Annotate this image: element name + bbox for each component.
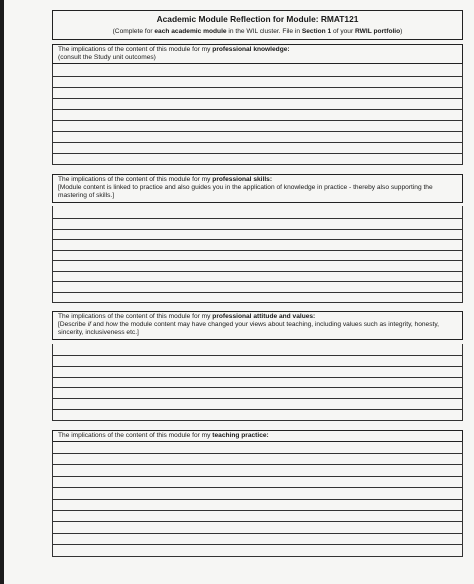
skills-area-border — [52, 206, 53, 302]
skills-writing-line[interactable] — [52, 271, 463, 272]
section-knowledge-heading: The implications of the content of this module for my professional knowledge: (consult the Study unit outcomes) — [52, 44, 463, 64]
teaching-writing-line[interactable] — [52, 544, 463, 545]
knowledge-writing-line[interactable] — [52, 153, 463, 154]
section-skills-note: [Module content is linked to practice and also guides you in the application of knowledge in practice - thereby also supporting the mastering of skills.] — [58, 184, 433, 200]
teaching-area-border — [462, 441, 463, 556]
skills-writing-line[interactable] — [52, 302, 463, 303]
skills-writing-line[interactable] — [52, 229, 463, 230]
skills-writing-line[interactable] — [52, 260, 463, 261]
section-skills-heading: The implications of the content of this module for my professional skills: [Module content is linked to practice and also guides you in the application of knowledge in practice - thereby also supporting the mastering of skills.] — [52, 174, 463, 203]
section-knowledge-note: (consult the Study unit outcomes) — [58, 54, 156, 62]
teaching-writing-line[interactable] — [52, 464, 463, 465]
section-attitude-heading: The implications of the content of this module for my professional attitude and values: [Describe if and how the module content may have changed your views about teaching, including values such as integrity, honesty, sincerity, inclusiveness etc.] — [52, 311, 463, 340]
attitude-writing-line[interactable] — [52, 387, 463, 388]
skills-writing-line[interactable] — [52, 239, 463, 240]
skills-area-border — [462, 206, 463, 302]
teaching-writing-line[interactable] — [52, 453, 463, 454]
attitude-writing-line[interactable] — [52, 409, 463, 410]
teaching-writing-line[interactable] — [52, 487, 463, 488]
attitude-writing-line[interactable] — [52, 420, 463, 421]
attitude-writing-line[interactable] — [52, 377, 463, 378]
knowledge-writing-line[interactable] — [52, 131, 463, 132]
attitude-writing-line[interactable] — [52, 366, 463, 367]
section-teaching-heading: The implications of the content of this module for my teaching practice: — [52, 430, 463, 442]
skills-writing-line[interactable] — [52, 292, 463, 293]
teaching-writing-line[interactable] — [52, 476, 463, 477]
teaching-writing-line[interactable] — [52, 533, 463, 534]
attitude-area-border — [52, 344, 53, 420]
teaching-writing-line[interactable] — [52, 521, 463, 522]
form-subtitle: (Complete for each academic module in the WIL cluster. File in Section 1 of your RWIL portfolio) — [112, 28, 403, 35]
form-title: Academic Module Reflection for Module: RMAT121 — [156, 14, 359, 24]
knowledge-writing-line[interactable] — [52, 98, 463, 99]
skills-writing-line[interactable] — [52, 218, 463, 219]
skills-writing-line[interactable] — [52, 281, 463, 282]
knowledge-writing-line[interactable] — [52, 164, 463, 165]
knowledge-writing-line[interactable] — [52, 76, 463, 77]
knowledge-writing-line[interactable] — [52, 109, 463, 110]
knowledge-writing-line[interactable] — [52, 142, 463, 143]
teaching-area-border — [52, 441, 53, 556]
section-attitude-note: [Describe if and how the module content may have changed your views about teaching, including values such as integrity, honesty, sincerity, inclusiveness etc.] — [58, 321, 439, 337]
teaching-writing-line[interactable] — [52, 510, 463, 511]
attitude-area-border — [462, 344, 463, 420]
teaching-writing-line[interactable] — [52, 499, 463, 500]
attitude-writing-line[interactable] — [52, 355, 463, 356]
attitude-writing-line[interactable] — [52, 398, 463, 399]
form-title-box — [52, 10, 463, 40]
knowledge-writing-line[interactable] — [52, 87, 463, 88]
knowledge-area-border — [52, 64, 53, 164]
knowledge-writing-line[interactable] — [52, 120, 463, 121]
teaching-writing-line[interactable] — [52, 556, 463, 557]
skills-writing-line[interactable] — [52, 250, 463, 251]
knowledge-area-border — [462, 64, 463, 164]
